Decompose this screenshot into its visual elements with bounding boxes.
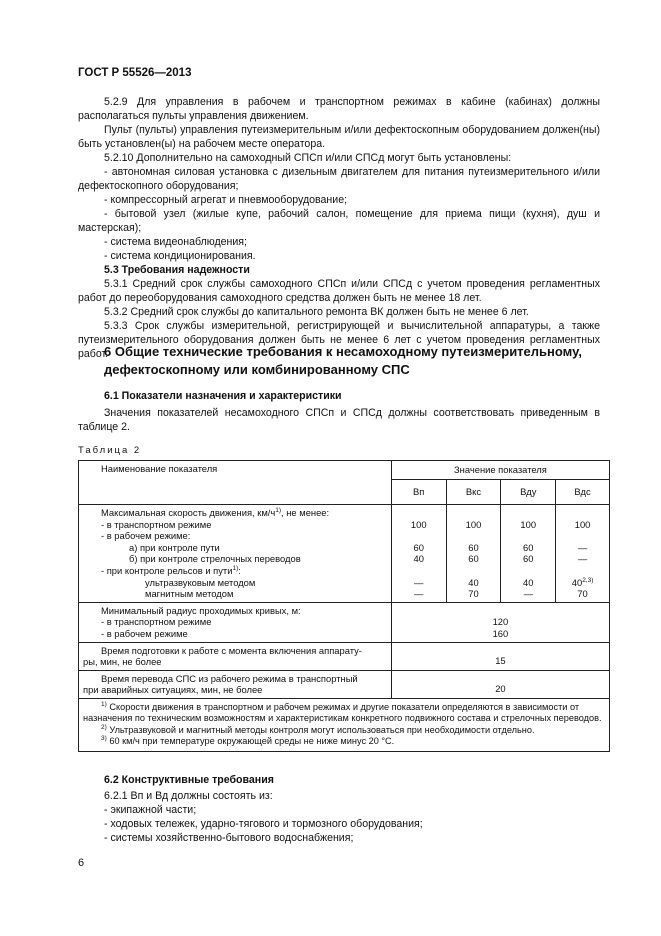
- prep-name-cell: [79, 642, 392, 670]
- footnote-mark: 1): [275, 507, 282, 514]
- speed-vds-ultrasonic-value: 40: [571, 576, 583, 588]
- table-footnotes: [79, 698, 610, 751]
- table-row-speed: [79, 505, 610, 603]
- heading-6-1: 6.1 Показатели назначения и характеристики: [104, 390, 342, 402]
- speed-vds-track: —: [577, 541, 588, 553]
- list-item: - автономная силовая установка с дизельным двигателем для питания путеизмерительного и/или дефектоскопного оборудования;: [78, 166, 600, 192]
- paragraph-5-2-9: 5.2.9 Для управления в рабочем и транспортном режимах в кабине (кабинах) должны располагаться пульты управления движением.: [78, 96, 600, 122]
- speed-vks-track: 60: [468, 541, 479, 553]
- speed-vds-switch: —: [577, 553, 588, 565]
- speed-work-track-label: а) при контроле пути: [129, 541, 220, 553]
- footnote-mark: 2,3): [582, 576, 594, 584]
- table-header-row: [79, 461, 610, 480]
- list-item: - экипажной части;: [104, 804, 197, 816]
- radius-work-value: 160: [492, 627, 509, 639]
- column-header-name-text: Наименование показателя: [101, 463, 218, 474]
- speed-vds-ultrasonic: [556, 577, 609, 589]
- radius-value-cell: [391, 602, 609, 642]
- speed-work-switch-label: б) при контроле стрелочных переводов: [129, 553, 301, 565]
- speed-vdu-ultrasonic: 40: [523, 576, 534, 588]
- speed-vks-cell: [446, 505, 501, 603]
- heading-5-3: 5.3 Требования надежности: [104, 264, 250, 276]
- switch-label-line2: при аварийных ситуациях, мин, не более: [83, 684, 263, 696]
- list-item: - компрессорный агрегат и пневмооборудование;: [104, 194, 348, 206]
- footnote-mark: 1): [232, 564, 239, 572]
- radius-title: Минимальный радиус проходимых кривых, м:: [101, 604, 301, 616]
- footnote-1: [83, 702, 605, 725]
- column-header-vks: Вкс: [446, 480, 501, 505]
- table-caption: Таблица 2: [78, 445, 142, 456]
- speed-vds-magnetic: 70: [577, 588, 588, 600]
- speed-title-tail: , не менее:: [281, 507, 330, 518]
- prep-label-line1: Время подготовки к работе с момента включения аппарату-: [101, 644, 362, 656]
- list-item: - бытовой узел (жилые купе, рабочий салон, помещение для приема пищи (кухня), душ и мастерская);: [78, 208, 600, 234]
- paragraph-6-2-1: 6.2.1 Вп и Вд должны состоять из:: [104, 790, 273, 802]
- speed-vdu-switch: 60: [523, 553, 534, 565]
- section-5-text: [78, 95, 600, 361]
- radius-name-cell: [79, 602, 392, 642]
- paragraph-5-2-10: 5.2.10 Дополнительно на самоходный СПСп и/или СПСд могут быть установлены:: [104, 152, 512, 164]
- footnote-mark: 3): [101, 735, 107, 743]
- prep-value: 15: [391, 642, 609, 670]
- speed-transport-label: - в транспортном режиме: [101, 518, 212, 530]
- column-header-vds: Вдс: [556, 480, 610, 505]
- table-2: [78, 460, 610, 752]
- switch-label-line1: Время перевода СПС из рабочего режима в транспортный: [101, 672, 358, 684]
- footnote-text: Ультразвуковой и магнитный методы контроля могут использоваться при необходимости отдельно.: [109, 724, 535, 735]
- footnote-2: [83, 725, 605, 736]
- column-header-vdu: Вду: [501, 480, 556, 505]
- footnote-mark: 1): [101, 700, 107, 708]
- speed-vds-transport: 100: [574, 518, 591, 530]
- paragraph-6-1: Значения показателей несамоходного СПСп и СПСд должны соответствовать приведенным в таблице 2.: [78, 407, 600, 433]
- column-header-value: Значение показателя: [391, 461, 609, 480]
- switch-value: 20: [391, 670, 609, 698]
- speed-vp-switch: 40: [413, 553, 424, 565]
- speed-rails-label: [101, 565, 387, 577]
- list-item: - система видеонаблюдения;: [104, 236, 247, 248]
- speed-vds-cell: [556, 505, 610, 603]
- footnote-text: 60 км/ч при температуре окружающей среды не ниже минус 20 °С.: [109, 736, 395, 747]
- speed-vp-ultrasonic: —: [414, 576, 424, 588]
- speed-title: [101, 507, 387, 519]
- footnote-text: Скорости движения в транспортном и рабочем режимах и другие показатели определяются в зависимости от назначения по техническим возможностям и характеристикам конкретного подвижного состава и стрелочных переводов.: [83, 701, 602, 724]
- heading-6-2: 6.2 Конструктивные требования: [104, 774, 274, 786]
- speed-name-cell: [79, 505, 392, 603]
- speed-title-text: Максимальная скорость движения, км/ч: [101, 507, 276, 518]
- speed-rails-text: - при контроле рельсов и пути: [101, 564, 233, 576]
- column-header-vp: Вп: [391, 480, 446, 505]
- speed-vdu-transport: 100: [520, 518, 537, 530]
- speed-work-label: - в рабочем режиме:: [101, 530, 191, 542]
- paragraph-5-3-2: 5.3.2 Средний срок службы до капитального ремонта ВК должен быть не менее 6 лет.: [104, 306, 529, 318]
- speed-vdu-magnetic: —: [523, 588, 533, 600]
- table-row-switch: [79, 670, 610, 698]
- table-row-radius: [79, 602, 610, 642]
- paragraph-5-3-1: 5.3.1 Средний срок службы самоходного СПСп и/или СПСд с учетом проведения регламентных работ до переоборудования самоходного средства должен быть не менее 18 лет.: [78, 278, 600, 304]
- standard-header: ГОСТ Р 55526—2013: [78, 67, 192, 79]
- paragraph-5-3-3: 5.3.3 Срок службы измерительной, регистрирующей и вычислительной аппаратуры, а также путеизмерительного оборудования должен быть не менее 6 лет с учетом проведения регламентных работ.: [78, 320, 600, 360]
- section-6-2-text: [78, 773, 600, 845]
- speed-vks-magnetic: 70: [468, 588, 479, 600]
- speed-vp-magnetic: —: [414, 588, 424, 600]
- speed-magnetic-label: магнитным методом: [145, 588, 234, 600]
- prep-label-line2: ры, мин, не более: [83, 656, 162, 668]
- list-item: - ходовых тележек, ударно-тягового и тормозного оборудования;: [104, 818, 423, 830]
- footnote-mark: 2): [101, 723, 107, 731]
- speed-ultrasonic-label: ультразвуковым методом: [145, 576, 256, 588]
- section-6-heading: 6 Общие технические требования к несамоходному путеизмерительному, дефектоскопному или комбинированному СПС: [104, 344, 582, 377]
- speed-vdu-cell: [501, 505, 556, 603]
- speed-vp-transport: 100: [410, 518, 427, 530]
- speed-vks-ultrasonic: 40: [468, 576, 479, 588]
- table-row-prep: [79, 642, 610, 670]
- switch-name-cell: [79, 670, 392, 698]
- footnote-3: [83, 736, 605, 747]
- speed-vdu-track: 60: [523, 541, 534, 553]
- radius-work-label: - в рабочем режиме: [101, 627, 188, 639]
- section-6-1-text: [78, 389, 600, 434]
- speed-vks-switch: 60: [468, 553, 479, 565]
- radius-transport-value: 120: [492, 616, 509, 628]
- column-header-name: [79, 461, 392, 505]
- speed-vp-cell: [391, 505, 446, 603]
- radius-transport-label: - в транспортном режиме: [101, 616, 212, 628]
- paragraph-5-2-9-b: Пульт (пульты) управления путеизмерительным и/или дефектоскопным оборудованием должен(ны) быть установлен(ы) на рабочем месте оператора.: [78, 124, 600, 150]
- page-number: 6: [78, 857, 85, 869]
- list-item: - система кондиционирования.: [104, 250, 256, 262]
- table-notes-row: [79, 698, 610, 751]
- speed-vp-track: 60: [413, 541, 424, 553]
- speed-vks-transport: 100: [465, 518, 482, 530]
- speed-rails-tail: :: [238, 564, 241, 576]
- list-item: - системы хозяйственно-бытового водоснабжения;: [104, 832, 354, 844]
